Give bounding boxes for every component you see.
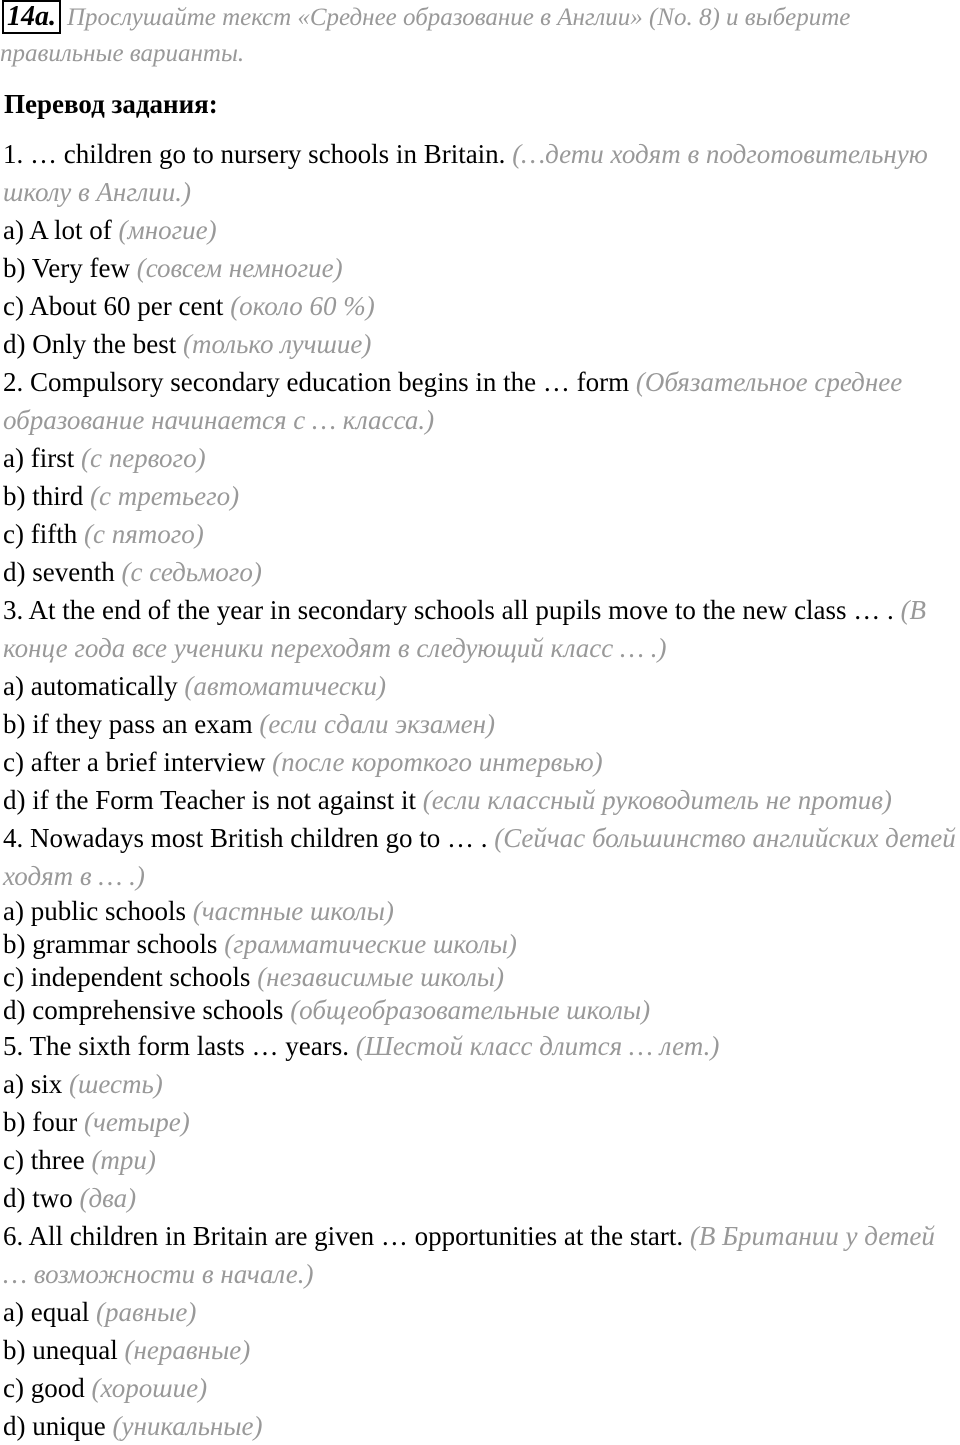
option-translation: (около 60 %) [230,291,375,321]
question-translation: (Обязательное среднее образование начинается с … класса.) [3,367,903,435]
option-translation: (частные школы) [192,896,394,926]
exercise-number-badge: 14a. [2,0,61,34]
answer-option [3,781,960,819]
option-text: a) automatically [3,671,178,701]
option-text: a) A lot of [3,215,112,245]
question-text: 4. Nowadays most British children go to … . [3,823,488,853]
option-translation: (многие) [118,215,217,245]
question-text-line [3,1027,960,1065]
answer-option [3,1407,960,1445]
option-text: d) if the Form Teacher is not against it [3,785,417,815]
option-text: b) grammar schools [3,929,218,959]
answer-option [3,211,960,249]
option-text: a) public schools [3,896,186,926]
option-text: c) three [3,1145,85,1175]
option-translation: (равные) [95,1297,197,1327]
question-translation: (Сейчас большинство английских детей ходят в … .) [3,823,956,891]
question-text: 1. … children go to nursery schools in Britain. [3,139,506,169]
option-translation: (хорошие) [91,1373,208,1403]
answer-option [3,1369,960,1407]
question-translation: (…дети ходят в подготовительную школу в Англии.) [3,139,928,207]
option-text: b) third [3,481,84,511]
option-text: d) comprehensive schools [3,995,284,1025]
question-text: 5. The sixth form lasts … years. [3,1031,349,1061]
option-text: b) Very few [3,253,130,283]
option-translation: (шесть) [68,1069,163,1099]
answer-option [3,287,960,325]
option-translation: (с первого) [80,443,206,473]
answer-option [3,1179,960,1217]
option-translation: (после короткого интервью) [272,747,603,777]
option-text: c) after a brief interview [3,747,266,777]
answer-option [3,1331,960,1369]
option-translation: (автоматически) [184,671,386,701]
option-text: d) two [3,1183,73,1213]
option-translation: (только лучшие) [182,329,372,359]
answer-option [3,895,960,928]
answer-option [3,477,960,515]
answer-option [3,553,960,591]
option-text: a) six [3,1069,63,1099]
answer-option [3,743,960,781]
option-text: c) fifth [3,519,78,549]
option-translation: (четыре) [83,1107,190,1137]
question-text-line [3,819,960,895]
option-translation: (если классный руководитель не против) [422,785,892,815]
question-text-line [3,591,960,667]
option-translation: (грамматические школы) [224,929,517,959]
question-text-line [3,363,960,439]
option-text: b) unequal [3,1335,118,1365]
option-text: b) four [3,1107,78,1137]
question-1 [3,135,960,363]
option-translation: (два) [79,1183,137,1213]
question-translation: (В конце года все ученики переходят в следующий класс … .) [3,595,927,663]
option-translation: (три) [91,1145,156,1175]
question-translation: (В Британии у детей … возможности в начале.) [3,1221,935,1289]
option-translation: (неравные) [124,1335,251,1365]
question-6 [3,1217,960,1445]
question-text-line [3,1217,960,1293]
answer-option [3,961,960,994]
answer-option [3,705,960,743]
answer-option [3,994,960,1027]
exercise-header [0,0,958,72]
option-translation: (с пятого) [83,519,204,549]
question-5 [3,1027,960,1217]
option-text: c) About 60 per cent [3,291,224,321]
answer-option [3,325,960,363]
option-translation: (с третьего) [90,481,240,511]
option-text: d) Only the best [3,329,177,359]
option-translation: (общеобразовательные школы) [290,995,651,1025]
option-translation: (совсем немногие) [136,253,343,283]
option-text: d) unique [3,1411,106,1441]
section-title: Перевод задания: [4,89,218,119]
question-text: 2. Compulsory secondary education begins in the … form [3,367,630,397]
answer-option [3,1141,960,1179]
answer-option [3,515,960,553]
option-text: b) if they pass an exam [3,709,253,739]
questions-list [3,135,960,1445]
option-translation: (если сдали экзамен) [259,709,496,739]
exercise-instruction: Прослушайте текст «Среднее образование в Англии» (No. 8) и выберите правильные варианты. [0,4,851,67]
answer-option [3,667,960,705]
question-2 [3,363,960,591]
option-translation: (независимые школы) [257,962,505,992]
option-text: c) independent schools [3,962,251,992]
option-text: a) equal [3,1297,90,1327]
option-text: a) first [3,443,75,473]
option-text: c) good [3,1373,85,1403]
question-text-line [3,135,960,211]
option-text: d) seventh [3,557,115,587]
question-translation: (Шестой класс длится … лет.) [355,1031,720,1061]
question-4 [3,819,960,1027]
question-text: 6. All children in Britain are given … opportunities at the start. [3,1221,684,1251]
answer-option [3,439,960,477]
answer-option [3,1293,960,1331]
answer-option [3,1103,960,1141]
question-3 [3,591,960,819]
option-translation: (уникальные) [112,1411,263,1441]
answer-option [3,1065,960,1103]
question-text: 3. At the end of the year in secondary schools all pupils move to the new class … . [3,595,894,625]
answer-option [3,928,960,961]
answer-option [3,249,960,287]
option-translation: (с седьмого) [121,557,262,587]
